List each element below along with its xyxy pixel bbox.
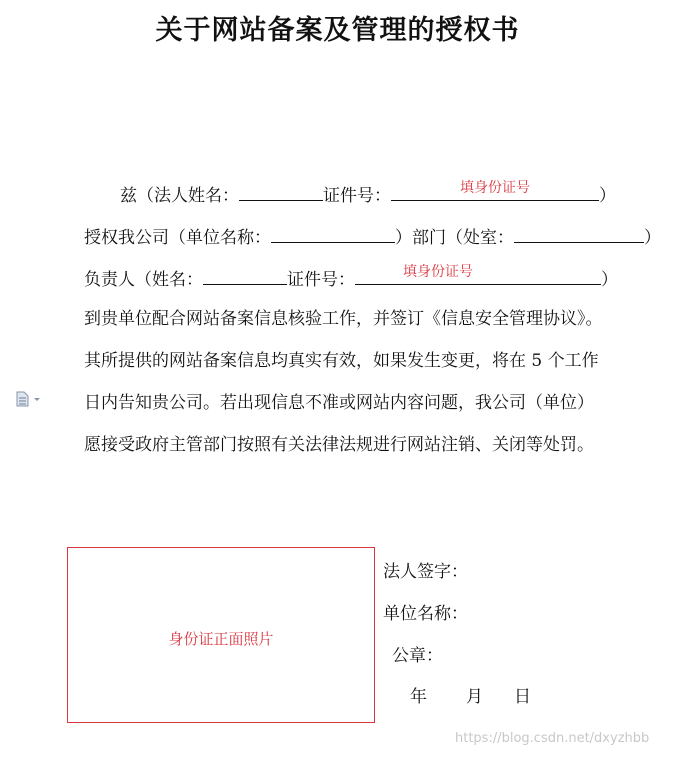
- body-line: 愿接受政府主管部门按照有关法律法规进行网站注销、关闭等处罚。: [84, 435, 594, 455]
- responsible-name-blank[interactable]: [203, 266, 287, 285]
- body-line: 日内告知贵公司。若出现信息不准或网站内容问题，我公司（单位）: [84, 393, 594, 413]
- watermark: https://blog.csdn.net/dxyzhbb: [455, 731, 650, 746]
- department-blank[interactable]: [514, 224, 644, 243]
- paragraph-options-icon[interactable]: [16, 391, 44, 407]
- paren-close: ）: [644, 228, 661, 248]
- date-year-label: 年: [410, 687, 427, 707]
- fill-id-note: 填身份证号: [403, 264, 473, 280]
- legal-name-blank[interactable]: [239, 182, 323, 201]
- body-line: 其所提供的网站备案信息均真实有效，如果发生变更，将在 5 个工作: [84, 351, 599, 371]
- id-photo-label: 身份证正面照片: [168, 630, 274, 648]
- line-responsible-person: [84, 266, 618, 291]
- fill-id-note: 填身份证号: [460, 180, 530, 196]
- responsible-id-blank[interactable]: [355, 266, 601, 285]
- line-company: [84, 224, 661, 249]
- department-label: ）部门（处室：: [395, 228, 514, 248]
- legal-id-blank[interactable]: [391, 182, 599, 201]
- unit-name-label: 单位名称：: [383, 604, 468, 624]
- responsible-prefix: 负责人（姓名：: [84, 270, 203, 290]
- paren-close: ）: [601, 270, 618, 290]
- paren-close: ）: [599, 186, 616, 206]
- id-photo-box[interactable]: [67, 547, 375, 723]
- date-month-label: 月: [466, 687, 483, 707]
- line-legal-person: [84, 182, 616, 207]
- body-line: 到贵单位配合网站备案信息核验工作，并签订《信息安全管理协议》。: [84, 309, 603, 329]
- legal-name-prefix: 兹（法人姓名：: [120, 186, 239, 206]
- date-day-label: 日: [514, 687, 531, 707]
- legal-signature-label: 法人签字：: [383, 562, 468, 582]
- id-label: 证件号：: [287, 270, 355, 290]
- seal-label: 公章：: [392, 646, 443, 666]
- company-name-blank[interactable]: [271, 224, 395, 243]
- id-label: 证件号：: [323, 186, 391, 206]
- company-prefix: 授权我公司（单位名称：: [84, 228, 271, 248]
- document-title: 关于网站备案及管理的授权书: [155, 15, 520, 46]
